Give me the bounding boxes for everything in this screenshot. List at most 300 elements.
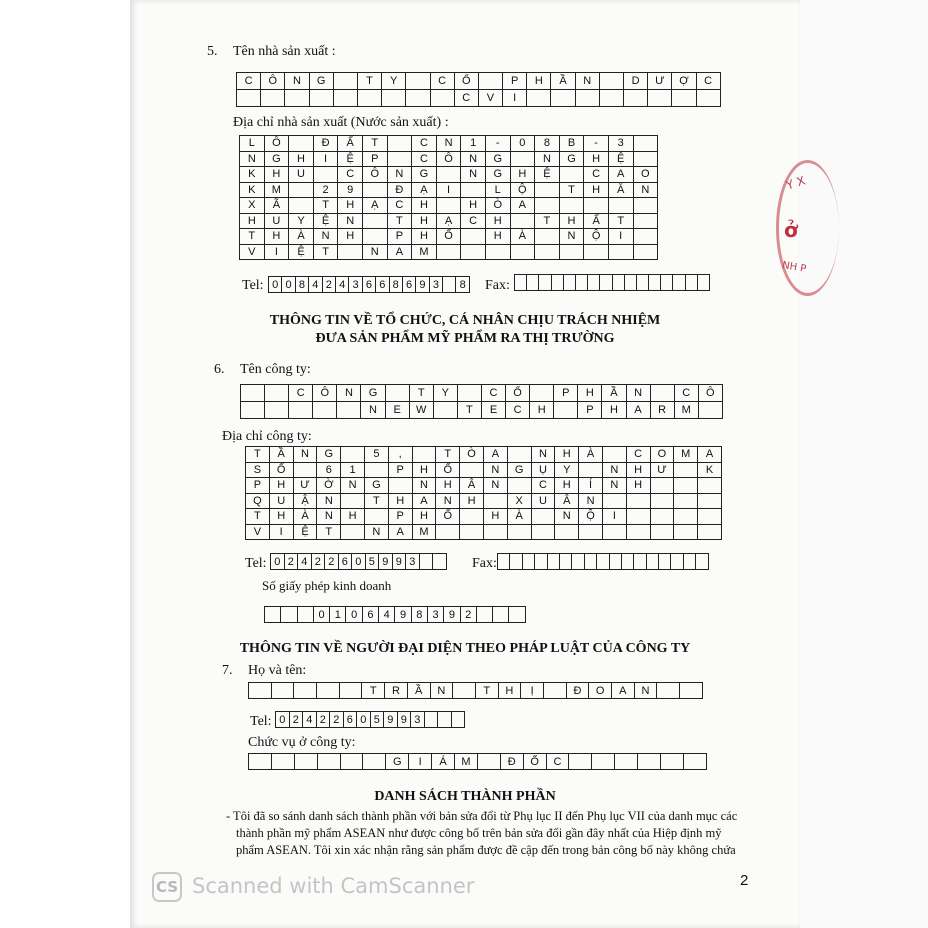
char-box: N (363, 245, 388, 261)
company-fax-label: Fax: (472, 556, 497, 571)
position-grid (248, 753, 707, 770)
char-box (406, 90, 430, 107)
manufacturer-name-grid (236, 72, 721, 107)
char-box: 0 (282, 277, 295, 293)
char-box (548, 554, 560, 570)
char-box (425, 712, 439, 728)
char-box: T (246, 509, 270, 525)
char-box: U (265, 214, 290, 230)
char-box (698, 509, 722, 525)
char-box: H (289, 152, 314, 168)
char-box: G (386, 754, 409, 770)
char-box: Ệ (294, 525, 318, 541)
char-box: Ấ (584, 214, 609, 230)
char-box (535, 245, 560, 261)
char-box: A (484, 447, 508, 463)
char-box: 5 (365, 447, 389, 463)
char-box (603, 494, 627, 510)
char-box: P (503, 73, 527, 90)
char-box: Ệ (314, 214, 339, 230)
char-box (600, 275, 612, 291)
char-box: H (270, 509, 294, 525)
char-box (508, 478, 532, 494)
char-box (289, 183, 314, 199)
char-box: H (338, 229, 363, 245)
char-box: A (627, 402, 651, 419)
char-box: A (612, 683, 635, 699)
char-box: H (627, 463, 651, 479)
char-box: N (532, 447, 556, 463)
char-box: 6 (376, 277, 389, 293)
manufacturer-tel-label: Tel: (242, 278, 264, 293)
char-box: H (486, 214, 511, 230)
company-tel-label: Tel: (245, 556, 267, 571)
char-box: C (388, 198, 413, 214)
char-box: I (409, 754, 432, 770)
char-box (560, 167, 585, 183)
char-box (460, 463, 484, 479)
char-box (388, 152, 413, 168)
char-box: 5 (366, 554, 380, 570)
char-box (698, 478, 722, 494)
char-box (438, 712, 452, 728)
char-box: Ư (651, 463, 675, 479)
char-box (460, 509, 484, 525)
char-box (585, 554, 597, 570)
char-box: Ã (265, 198, 290, 214)
char-box: Ấ (338, 136, 363, 152)
char-box (484, 494, 508, 510)
company-address-grid (245, 446, 722, 540)
char-box (564, 275, 576, 291)
char-box: C (547, 754, 570, 770)
char-box (289, 136, 314, 152)
char-box: 2 (461, 607, 477, 623)
char-box (651, 385, 675, 402)
char-box: H (555, 478, 579, 494)
char-box: Ờ (317, 478, 341, 494)
char-box (624, 90, 648, 107)
char-box (672, 90, 696, 107)
char-box: 2 (325, 554, 339, 570)
char-box: H (499, 683, 522, 699)
char-box: L (240, 136, 265, 152)
char-box: Ố (436, 463, 460, 479)
char-box (627, 494, 651, 510)
char-box: C (584, 167, 609, 183)
char-box: N (576, 73, 600, 90)
char-box (576, 90, 600, 107)
char-box (413, 447, 437, 463)
char-box (453, 683, 476, 699)
char-box (363, 214, 388, 230)
char-box: - (486, 136, 511, 152)
char-box (478, 754, 501, 770)
char-box: 0 (271, 554, 285, 570)
char-box: G (560, 152, 585, 168)
char-box (539, 275, 551, 291)
char-box (479, 73, 503, 90)
manufacturer-address-grid (239, 135, 658, 260)
char-box (285, 90, 309, 107)
camscanner-logo-icon: CS (152, 872, 182, 902)
char-box: 2 (317, 712, 331, 728)
char-box (363, 229, 388, 245)
char-box (648, 90, 672, 107)
char-box: Â (555, 494, 579, 510)
char-box (560, 198, 585, 214)
char-box: H (461, 198, 486, 214)
char-box: Ộ (579, 509, 603, 525)
char-box: Q (246, 494, 270, 510)
char-box: T (436, 447, 460, 463)
char-box: H (338, 198, 363, 214)
char-box: K (698, 463, 722, 479)
char-box: Ố (270, 463, 294, 479)
char-box (609, 245, 634, 261)
char-box (434, 402, 458, 419)
char-box: Ổ (455, 73, 479, 90)
char-box: 1 (341, 463, 365, 479)
char-box (592, 754, 615, 770)
char-box: P (389, 509, 413, 525)
char-box: O (634, 167, 659, 183)
full-name-grid (248, 682, 703, 699)
char-box: À (579, 447, 603, 463)
char-box: 8 (456, 277, 469, 293)
char-box (484, 525, 508, 541)
char-box: A (511, 198, 536, 214)
char-box: Ệ (535, 167, 560, 183)
char-box (634, 152, 659, 168)
char-box: Đ (567, 683, 590, 699)
char-box (363, 754, 386, 770)
full-name-label: Họ và tên: (248, 663, 307, 678)
char-box: T (476, 683, 499, 699)
business-license-label: Số giấy phép kinh doanh (262, 578, 392, 593)
char-box: H (412, 229, 437, 245)
char-box: T (363, 136, 388, 152)
char-box: G (317, 447, 341, 463)
char-box (420, 554, 434, 570)
paragraph-line-1: - Tôi đã so sánh danh sách thành phần với bản sửa đổi từ Phụ lục II đến Phụ lục VII của danh mục các (226, 809, 738, 823)
char-box (569, 754, 592, 770)
char-box: G (412, 167, 437, 183)
char-box: K (240, 167, 265, 183)
char-box: N (634, 183, 659, 199)
char-box: 0 (314, 607, 330, 623)
char-box: G (486, 152, 511, 168)
char-box: 9 (416, 277, 429, 293)
char-box (638, 754, 661, 770)
char-box: 9 (384, 712, 398, 728)
char-box: N (361, 402, 385, 419)
char-box: H (527, 73, 551, 90)
char-box: T (609, 214, 634, 230)
char-box (241, 385, 265, 402)
char-box (659, 554, 671, 570)
char-box (437, 167, 462, 183)
char-box: N (627, 385, 651, 402)
char-box (576, 275, 588, 291)
char-box: 5 (371, 712, 385, 728)
char-box: N (314, 229, 339, 245)
char-box (289, 402, 313, 419)
char-box: H (265, 229, 290, 245)
char-box: T (388, 214, 413, 230)
char-box: H (270, 478, 294, 494)
char-box: Ầ (551, 73, 575, 90)
page-number: 2 (740, 872, 749, 889)
char-box (458, 385, 482, 402)
char-box: N (484, 478, 508, 494)
paragraph-line-2: thành phần mỹ phẩm ASEAN như được công bố trên bản sửa đổi gần đây nhất của Hiệp định mỹ (236, 826, 722, 840)
char-box: H (560, 214, 585, 230)
char-box: I (314, 152, 339, 168)
char-box: - (584, 136, 609, 152)
char-box (508, 447, 532, 463)
char-box: Ụ (532, 463, 556, 479)
char-box (579, 463, 603, 479)
char-box: 8 (390, 277, 403, 293)
ingredients-heading: DANH SÁCH THÀNH PHẦN (374, 789, 556, 804)
char-box (698, 494, 722, 510)
legal-representative-heading: THÔNG TIN VỀ NGƯỜI ĐẠI DIỆN THEO PHÁP LUẬT CỦA CÔNG TY (239, 641, 691, 656)
char-box: B (560, 136, 585, 152)
company-fax-grid (497, 553, 709, 570)
char-box (249, 683, 272, 699)
char-box: 9 (395, 607, 411, 623)
org-heading-line-2: ĐƯA SẢN PHẨM MỸ PHẨM RA THỊ TRƯỜNG (315, 331, 615, 346)
char-box: H (555, 447, 579, 463)
char-box: H (412, 214, 437, 230)
char-box: E (386, 402, 410, 419)
char-box: P (363, 152, 388, 168)
char-box: 3 (349, 277, 362, 293)
char-box: H (413, 509, 437, 525)
char-box: K (240, 183, 265, 199)
char-box: Ô (313, 385, 337, 402)
char-box (555, 525, 579, 541)
char-box (698, 275, 710, 291)
char-box: G (361, 385, 385, 402)
char-box (532, 509, 556, 525)
char-box (686, 275, 698, 291)
char-box: 8 (535, 136, 560, 152)
char-box (600, 90, 624, 107)
char-box: T (314, 245, 339, 261)
char-box (341, 494, 365, 510)
char-box: M (412, 245, 437, 261)
char-box (674, 478, 698, 494)
char-box: 0 (346, 607, 362, 623)
char-box: G (310, 73, 334, 90)
char-box: N (338, 214, 363, 230)
char-box: 6 (344, 712, 358, 728)
char-box: M (455, 754, 478, 770)
char-box: 4 (336, 277, 349, 293)
char-box: N (388, 167, 413, 183)
char-box: N (603, 478, 627, 494)
char-box (680, 683, 703, 699)
char-box (584, 198, 609, 214)
char-box (265, 607, 281, 623)
char-box: H (341, 509, 365, 525)
char-box: N (437, 136, 462, 152)
char-box (265, 385, 289, 402)
section-6-number: 6. (214, 362, 225, 377)
char-box (697, 90, 721, 107)
char-box: Ố (524, 754, 547, 770)
char-box (437, 245, 462, 261)
manufacturer-address-label: Địa chỉ nhà sản xuất (Nước sản xuất) : (233, 115, 449, 130)
char-box: H (413, 463, 437, 479)
char-box: N (635, 683, 658, 699)
char-box: H (584, 152, 609, 168)
char-box (341, 754, 364, 770)
char-box: C (506, 402, 530, 419)
char-box: N (431, 683, 454, 699)
char-box: N (317, 494, 341, 510)
char-box: 4 (309, 277, 322, 293)
char-box (535, 229, 560, 245)
char-box: N (285, 73, 309, 90)
char-box (318, 754, 341, 770)
char-box: Y (434, 385, 458, 402)
char-box: N (555, 509, 579, 525)
char-box (560, 245, 585, 261)
char-box: Ộ (511, 183, 536, 199)
char-box (627, 525, 651, 541)
char-box: 2 (290, 712, 304, 728)
char-box: C (338, 167, 363, 183)
char-box: T (246, 447, 270, 463)
org-heading-line-1: THÔNG TIN VỀ TỔ CHỨC, CÁ NHÂN CHỊU TRÁCH NHIỆM (269, 313, 661, 328)
char-box (649, 275, 661, 291)
char-box: T (240, 229, 265, 245)
char-box: 2 (312, 554, 326, 570)
char-box: 1 (330, 607, 346, 623)
manufacturer-fax-grid (514, 274, 710, 291)
char-box (651, 525, 675, 541)
char-box: Ầ (602, 385, 626, 402)
char-box: Ầ (408, 683, 431, 699)
char-box: Ị (521, 683, 544, 699)
char-box (657, 683, 680, 699)
char-box (527, 275, 539, 291)
char-box (337, 402, 361, 419)
company-label: Tên công ty: (240, 362, 311, 377)
char-box (313, 402, 337, 419)
char-box: T (317, 525, 341, 541)
char-box: 9 (338, 183, 363, 199)
char-box: N (461, 167, 486, 183)
char-box: 0 (357, 712, 371, 728)
char-box: N (317, 509, 341, 525)
char-box: O (589, 683, 612, 699)
char-box (509, 607, 525, 623)
char-box: H (578, 385, 602, 402)
char-box: T (560, 183, 585, 199)
char-box (437, 198, 462, 214)
char-box: I (609, 229, 634, 245)
char-box: C (455, 90, 479, 107)
business-license-grid (264, 606, 526, 623)
char-box: G (265, 152, 290, 168)
char-box: G (365, 478, 389, 494)
char-box: M (413, 525, 437, 541)
char-box: Ổ (506, 385, 530, 402)
char-box (386, 385, 410, 402)
char-box: C (237, 73, 261, 90)
char-box: C (697, 73, 721, 90)
char-box: Í (579, 478, 603, 494)
char-box (698, 525, 722, 541)
char-box (651, 478, 675, 494)
char-box (610, 554, 622, 570)
char-box: 6 (317, 463, 341, 479)
char-box: H (584, 183, 609, 199)
char-box (671, 554, 683, 570)
char-box: S (246, 463, 270, 479)
char-box: Ậ (294, 494, 318, 510)
char-box (674, 463, 698, 479)
char-box: À (511, 229, 536, 245)
char-box: X (508, 494, 532, 510)
char-box (674, 509, 698, 525)
char-box (461, 183, 486, 199)
char-box: U (270, 494, 294, 510)
char-box (515, 275, 527, 291)
char-box: H (412, 198, 437, 214)
char-box: H (511, 167, 536, 183)
representative-tel-grid (275, 711, 465, 728)
char-box: H (602, 402, 626, 419)
char-box (613, 275, 625, 291)
char-box: N (461, 152, 486, 168)
char-box: H (240, 214, 265, 230)
char-box: Đ (388, 183, 413, 199)
char-box (498, 554, 510, 570)
char-box (461, 245, 486, 261)
char-box: Đ (314, 136, 339, 152)
char-box (535, 183, 560, 199)
company-address-label: Địa chỉ công ty: (222, 429, 312, 444)
char-box (265, 402, 289, 419)
char-box (334, 73, 358, 90)
char-box: M (675, 402, 699, 419)
char-box (627, 509, 651, 525)
char-box: Ố (436, 509, 460, 525)
char-box: R (651, 402, 675, 419)
char-box (365, 463, 389, 479)
char-box: Ạ (412, 183, 437, 199)
char-box: M (265, 183, 290, 199)
char-box: N (240, 152, 265, 168)
char-box: D (624, 73, 648, 90)
char-box: H (436, 478, 460, 494)
char-box (388, 136, 413, 152)
char-box: G (486, 167, 511, 183)
char-box (510, 554, 522, 570)
char-box (272, 683, 295, 699)
char-box: Ô (699, 385, 723, 402)
char-box: W (410, 402, 434, 419)
char-box: Ộ (584, 229, 609, 245)
char-box: N (294, 447, 318, 463)
char-box (508, 525, 532, 541)
char-box: Ạ (437, 214, 462, 230)
